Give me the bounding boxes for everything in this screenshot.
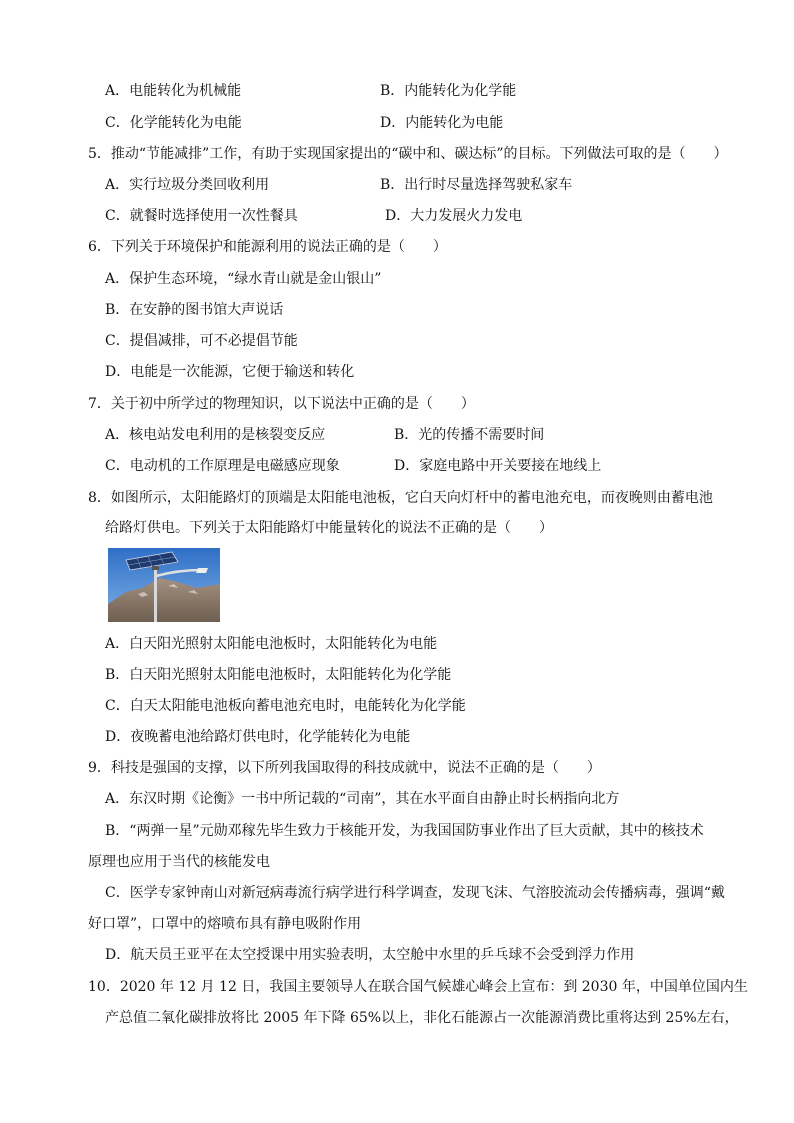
q6-stem: 6．下列关于环境保护和能源利用的说法正确的是（ ） — [88, 239, 447, 255]
q9-option-c-line1: C．医学专家钟南山对新冠病毒流行病学进行科学调查，发现飞沫、气溶胶流动会传播病毒，强调“戴 — [105, 885, 725, 901]
q9-option-c-line2: 好口罩”，口罩中的熔喷布具有静电吸附作用 — [88, 916, 362, 932]
q8-option-d: D．夜晚蓄电池给路灯供电时，化学能转化为电能 — [105, 729, 411, 745]
q9-stem: 9．科技是强国的支撑，以下所列我国取得的科技成就中，说法不正确的是（ ） — [88, 760, 601, 776]
q8-option-a: A．白天阳光照射太阳能电池板时，太阳能转化为电能 — [105, 636, 438, 652]
q8-stem-line1: 8．如图所示，太阳能路灯的顶端是太阳能电池板，它白天向灯杆中的蓄电池充电，而夜晚则由蓄电池 — [88, 490, 713, 506]
q8-stem-line2: 给路灯供电。下列关于太阳能路灯中能量转化的说法不正确的是（ ） — [105, 520, 553, 536]
q7-option-b: B．光的传播不需要时间 — [394, 427, 545, 443]
q5-option-d: D．大力发展火力发电 — [385, 208, 523, 224]
panel-mount — [152, 566, 159, 570]
q5-option-a: A．实行垃圾分类回收利用 — [105, 177, 270, 193]
q9-option-b-line2: 原理也应用于当代的核能发电 — [88, 854, 270, 870]
q10-stem-line2: 产总值二氧化碳排放将比 2005 年下降 65%以上，非化石能源占一次能源消费比重将达到 25%左右， — [105, 1010, 739, 1026]
solar-street-lamp-image — [108, 548, 220, 622]
q5-stem: 5．推动“节能减排”工作，有助于实现国家提出的“碳中和、碳达标”的目标。下列做法可取的是（ ） — [88, 146, 728, 162]
q5-option-c: C．就餐时选择使用一次性餐具 — [105, 208, 298, 224]
q4-option-d: D．内能转化为电能 — [380, 115, 504, 131]
q4-option-c: C．化学能转化为电能 — [105, 115, 242, 131]
q6-option-b: B．在安静的图书馆大声说话 — [105, 302, 284, 318]
q6-option-d: D．电能是一次能源，它便于输送和转化 — [105, 364, 355, 380]
q6-option-c: C．提倡减排，可不必提倡节能 — [105, 333, 298, 349]
q7-stem: 7．关于初中所学过的物理知识，以下说法中正确的是（ ） — [88, 396, 475, 412]
q6-option-a: A．保护生态环境，“绿水青山就是金山银山” — [105, 271, 382, 287]
q7-option-d: D．家庭电路中开关要接在地线上 — [394, 458, 602, 474]
q9-option-a: A．东汉时期《论衡》一书中所记载的“司南”，其在水平面自由静止时长柄指向北方 — [105, 791, 620, 807]
q4-option-b: B．内能转化为化学能 — [380, 83, 517, 99]
lamp-head — [196, 568, 208, 573]
q8-option-b: B．白天阳光照射太阳能电池板时，太阳能转化为化学能 — [105, 667, 452, 683]
q5-option-b: B．出行时尽量选择驾驶私家车 — [380, 177, 573, 193]
q4-option-a: A．电能转化为机械能 — [105, 83, 242, 99]
q10-stem-line1: 10．2020 年 12 月 12 日，我国主要领导人在联合国气候雄心峰会上宣布：到 2030 年，中国单位国内生 — [88, 979, 748, 995]
q9-option-d: D．航天员王亚平在太空授课中用实验表明，太空舱中水里的乒乓球不会受到浮力作用 — [105, 947, 635, 963]
q7-option-c: C．电动机的工作原理是电磁感应现象 — [105, 458, 340, 474]
q8-option-c: C．白天太阳能电池板向蓄电池充电时，电能转化为化学能 — [105, 698, 466, 714]
q7-option-a: A．核电站发电利用的是核裂变反应 — [105, 427, 326, 443]
solar-street-lamp-svg — [108, 548, 220, 622]
q9-option-b-line1: B．“两弹一星”元勋邓稼先毕生致力于核能开发，为我国国防事业作出了巨大贡献，其中的核技术 — [105, 823, 704, 839]
lamp-pole — [154, 562, 157, 622]
